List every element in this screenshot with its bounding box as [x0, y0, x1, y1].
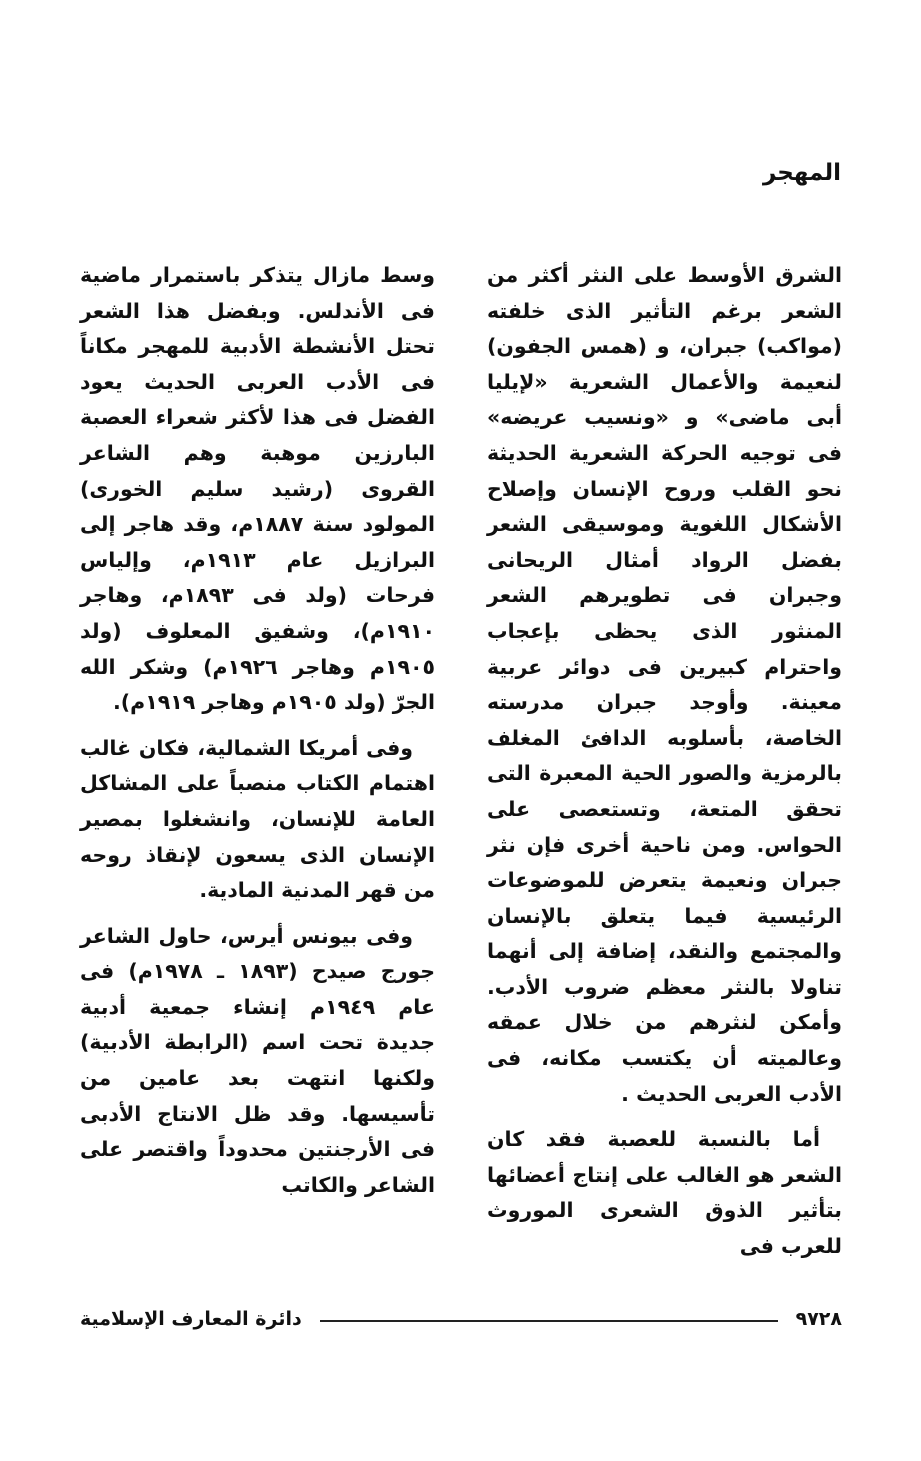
footer-rule — [320, 1320, 778, 1322]
left-column — [80, 258, 435, 1203]
page-number: ٩٧٢٨ — [795, 1308, 842, 1330]
publication-title: دائرة المعارف الإسلامية — [80, 1308, 302, 1330]
page-footer — [80, 1306, 842, 1332]
paragraph: الشرق الأوسط على النثر أكثر من الشعر برغم التأثير الذى خلفته (مواكب) جبران، و (همس الجفون) لنعيمة والأعمال الشعرية «لإيليا أبى ماضى» و «ونسيب عريضه» فى توجيه الحركة الشعرية الحديثة نحو القلب وروح الإنسان وإصلاح الأشكال اللغوية وموسيقى الشعر بفضل الرواد أمثال الريحانى وجبران فى تطويرهم الشعر المنثور الذى يحظى بإعجاب واحترام كبيرين فى دوائر عربية معينة. وأوجد جبران مدرسته الخاصة، بأسلوبه الدافئ المغلف بالرمزية والصور الحية المعبرة التى تحقق المتعة، وتستعصى على الحواس. ومن ناحية أخرى فإن نثر جبران ونعيمة يتعرض للموضوعات الرئيسية فيما يتعلق بالإنسان والمجتمع والنقد، إضافة إلى أنهما تناولا بالنثر معظم ضروب الأدب. وأمكن لنثرهم من خلال عمقه وعالميته أن يكتسب مكانه، فى الأدب العربى الحديث . — [487, 263, 842, 1106]
paragraph: وسط مازال يتذكر باستمرار ماضية فى الأندلس. وبفضل هذا الشعر تحتل الأنشطة الأدبية للمهجر مكاناً فى الأدب العربى الحديث يعود الفضل فى هذا لأكثر شعراء العصبة البارزين موهبة وهم الشاعر القروى (رشيد سليم الخورى) المولود سنة ١٨٨٧م، وقد هاجر إلى البرازيل عام ١٩١٣م، وإلياس فرحات (ولد فى ١٨٩٣م، وهاجر ١٩١٠م)، وشفيق المعلوف (ولد ١٩٠٥م وهاجر ١٩٢٦م) وشكر الله الجرّ (ولد ١٩٠٥م وهاجر ١٩١٩م). — [80, 263, 436, 715]
right-column — [487, 258, 842, 1265]
running-header: المهجر — [762, 160, 841, 186]
paragraph: أما بالنسبة للعصبة فقد كان الشعر هو الغالب على إنتاج أعضائها بتأثير الذوق الشعرى الموروث للعرب فى — [487, 1127, 842, 1259]
paragraph: وفى بيونس أيرس، حاول الشاعر جورج صيدح (١٨٩٣ ـ ١٩٧٨م) فى عام ١٩٤٩م إنشاء جمعية أدبية جديدة تحت اسم (الرابطة الأدبية) ولكنها انتهت بعد عامين من تأسيسها. وقد ظل الانتاج الأدبى فى الأرجنتين محدوداً واقتصر على الشاعر والكاتب — [80, 923, 436, 1197]
paragraph: وفى أمريكا الشمالية، فكان غالب اهتمام الكتاب منصباً على المشاكل العامة للإنسان، وانشغلوا بمصير الإنسان الذى يسعون لإنقاذ روحه من قهر المدنية المادية. — [80, 735, 435, 903]
